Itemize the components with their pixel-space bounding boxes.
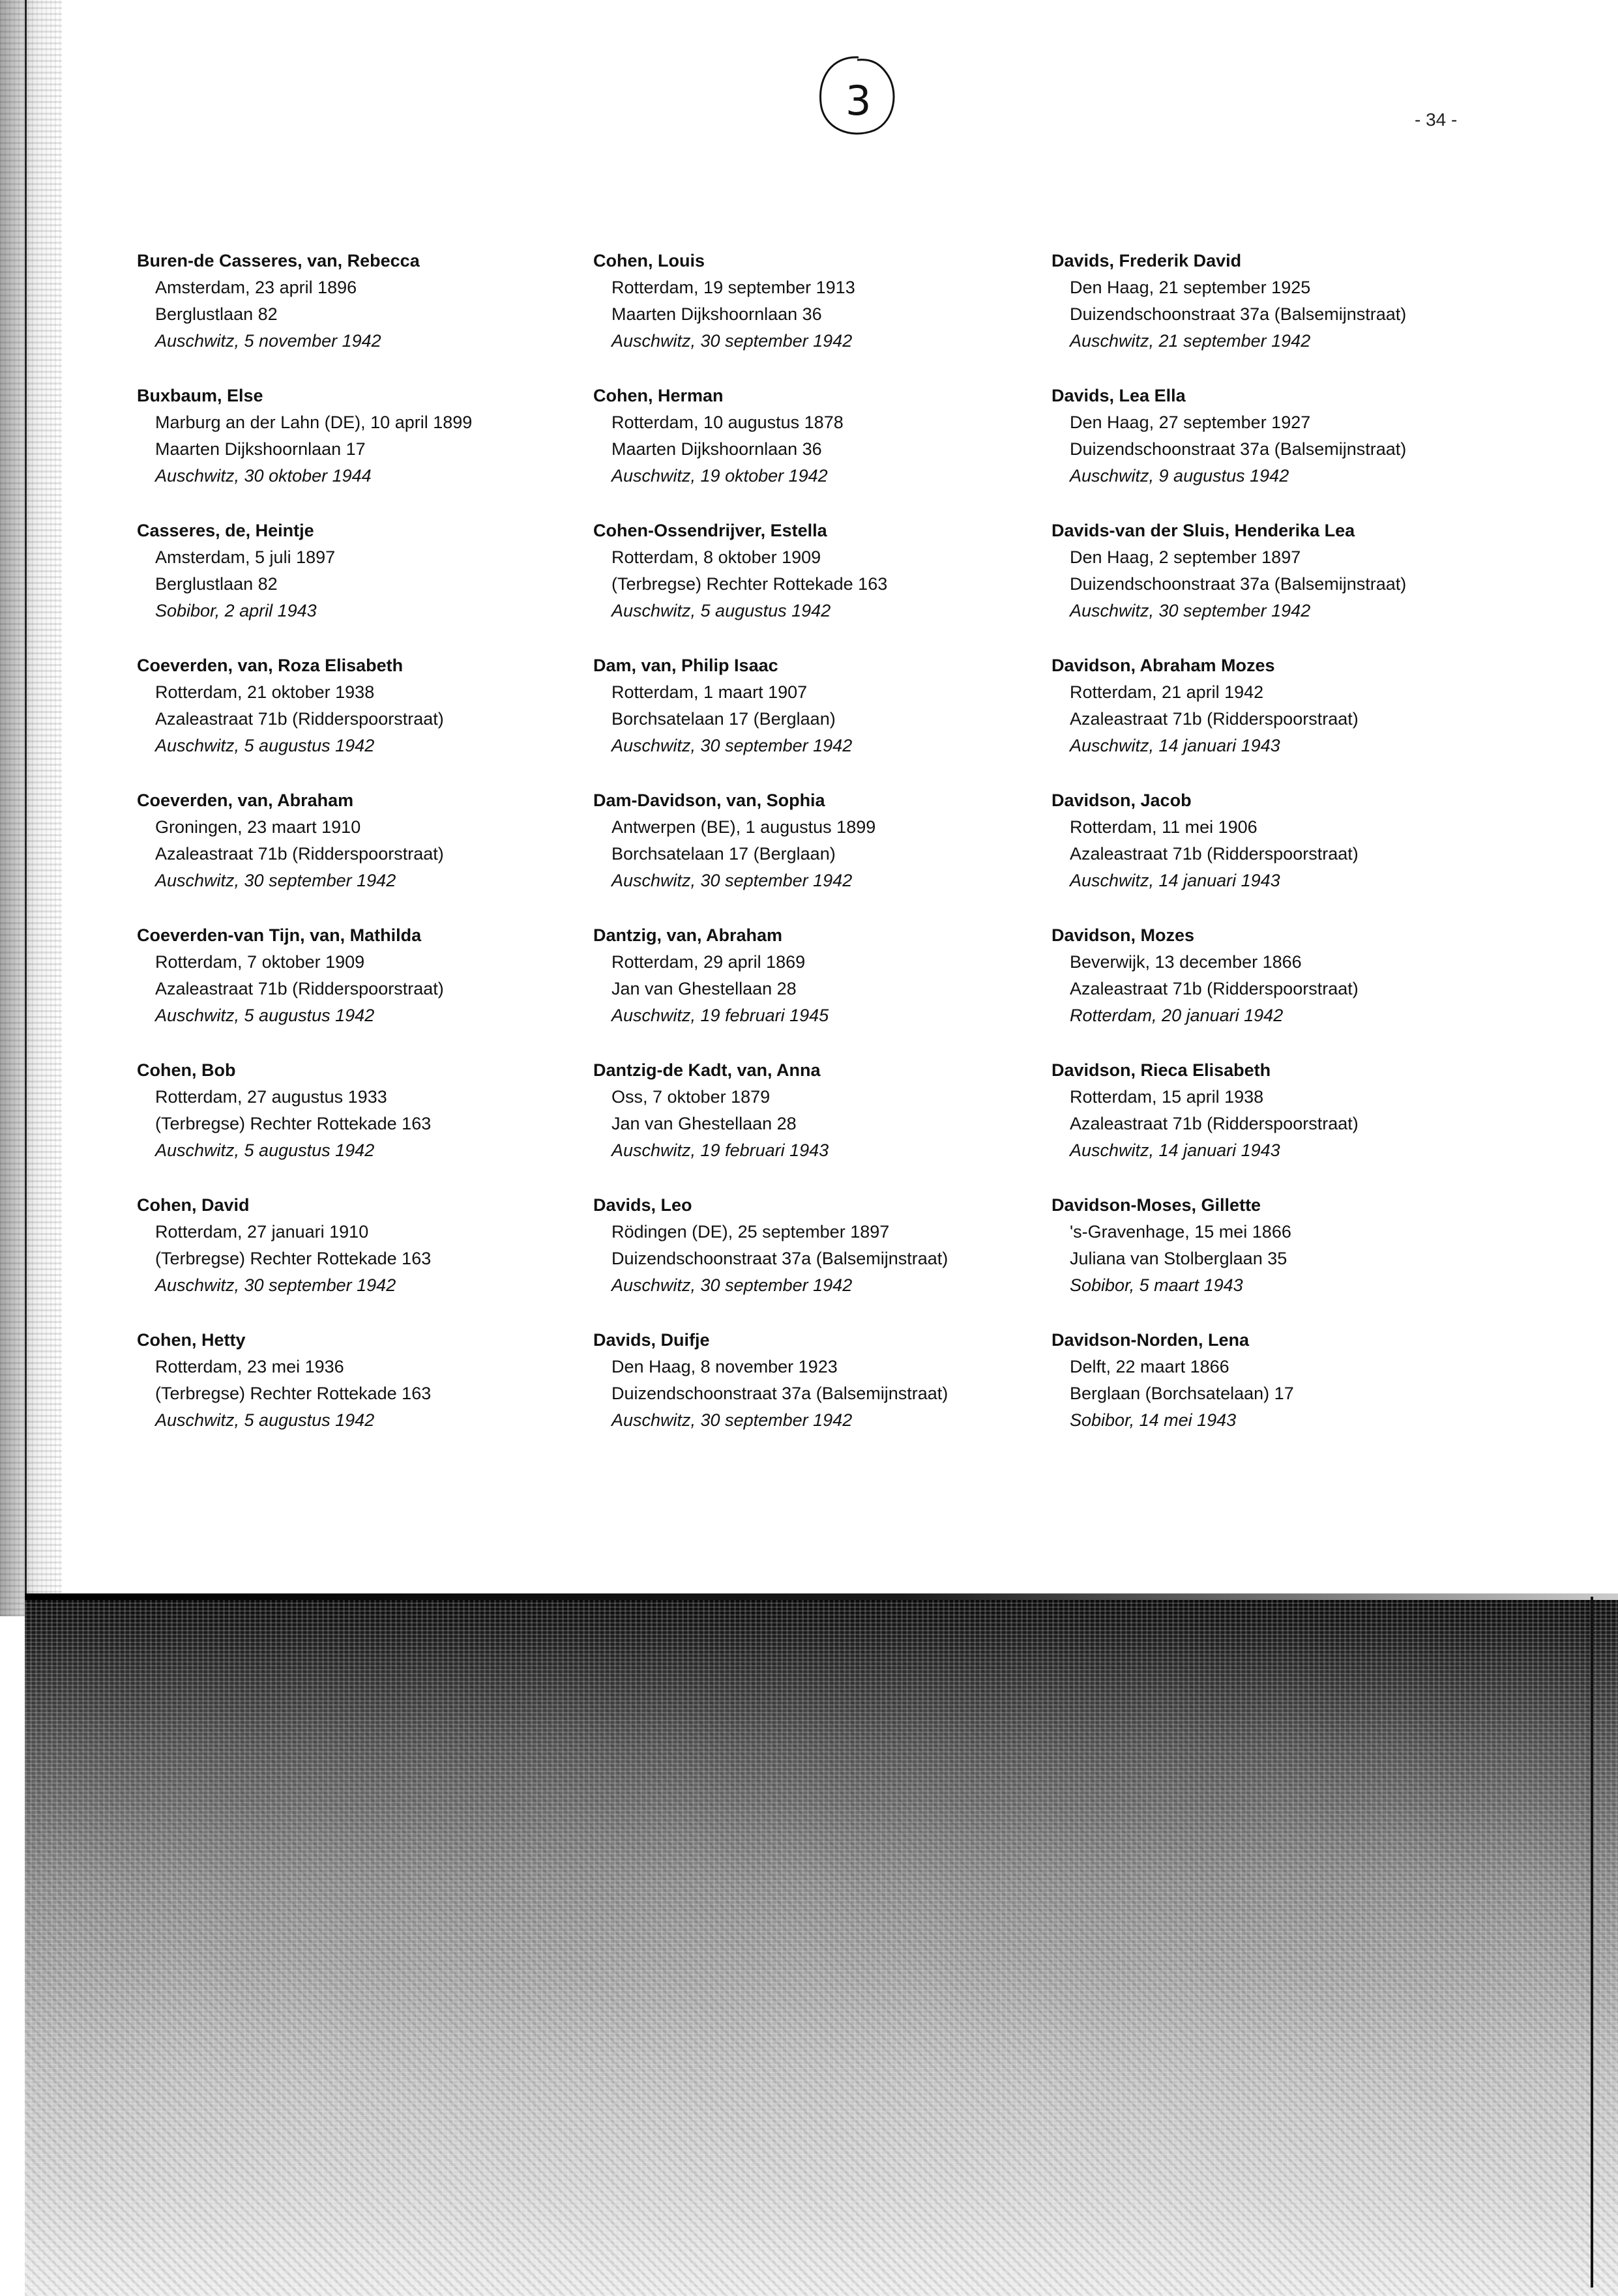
fate-place-date: Auschwitz, 30 september 1942 [611,1410,853,1430]
address: Borchsatelaan 17 (Berglaan) [611,844,836,864]
birth-place-date: Rotterdam, 19 september 1913 [611,278,855,297]
list-item [137,1327,593,1462]
birth-place-date: Rotterdam, 27 augustus 1933 [155,1087,387,1107]
list-item [137,517,593,652]
list-item [593,652,1050,787]
person-name: Cohen, Herman [593,386,724,405]
address: Maarten Dijkshoornlaan 17 [155,439,366,459]
birth-place-date: Delft, 22 maart 1866 [1070,1357,1229,1376]
person-name: Davidson, Abraham Mozes [1052,656,1275,675]
fate-place-date: Auschwitz, 14 januari 1943 [1070,1141,1280,1160]
birth-place-date: Groningen, 23 maart 1910 [155,817,361,837]
person-name: Davids, Lea Ella [1052,386,1186,405]
scan-left-edge-noise [0,0,62,1616]
list-item [1052,383,1508,517]
person-name: Coeverden, van, Abraham [137,791,354,810]
birth-place-date: Rotterdam, 8 oktober 1909 [611,547,821,567]
list-item [137,1192,593,1327]
birth-place-date: Den Haag, 21 september 1925 [1070,278,1311,297]
person-name: Dam, van, Philip Isaac [593,656,778,675]
list-item [1052,1327,1508,1462]
fate-place-date: Auschwitz, 30 september 1942 [155,1275,396,1295]
address: (Terbregse) Rechter Rottekade 163 [155,1249,432,1268]
fate-place-date: Auschwitz, 14 januari 1943 [1070,871,1280,890]
fate-place-date: Sobibor, 5 maart 1943 [1070,1275,1243,1295]
address: Azaleastraat 71b (Ridderspoorstraat) [155,844,444,864]
fate-place-date: Auschwitz, 5 november 1942 [155,331,381,351]
address: (Terbregse) Rechter Rottekade 163 [155,1114,432,1133]
handwritten-number-text: 3 [846,77,872,124]
address: Jan van Ghestellaan 28 [611,979,797,998]
person-name: Davidson-Moses, Gillette [1052,1195,1261,1215]
person-name: Davids, Leo [593,1195,692,1215]
list-item [137,922,593,1057]
address: Azaleastraat 71b (Ridderspoorstraat) [1070,1114,1359,1133]
birth-place-date: Rotterdam, 1 maart 1907 [611,682,808,702]
address: (Terbregse) Rechter Rottekade 163 [155,1384,432,1403]
list-item [1052,652,1508,787]
list-item [1052,787,1508,922]
birth-place-date: Rotterdam, 29 april 1869 [611,952,806,972]
list-item [593,383,1050,517]
fate-place-date: Auschwitz, 5 augustus 1942 [155,1410,375,1430]
person-name: Cohen, Louis [593,251,705,270]
address: Berglustlaan 82 [155,304,278,324]
address: Duizendschoonstraat 37a (Balsemijnstraat) [1070,304,1407,324]
fate-place-date: Auschwitz, 19 februari 1943 [611,1141,829,1160]
fate-place-date: Auschwitz, 30 september 1942 [155,871,396,890]
list-item [1052,248,1508,383]
person-name: Buxbaum, Else [137,386,263,405]
address: Maarten Dijkshoornlaan 36 [611,304,822,324]
address: Berglustlaan 82 [155,574,278,594]
address: Jan van Ghestellaan 28 [611,1114,797,1133]
birth-place-date: Den Haag, 27 september 1927 [1070,413,1311,432]
address: Borchsatelaan 17 (Berglaan) [611,709,836,729]
birth-place-date: Amsterdam, 23 april 1896 [155,278,357,297]
column-3 [1052,248,1508,1462]
handwritten-circled-number [812,52,903,143]
fate-place-date: Auschwitz, 30 oktober 1944 [155,466,372,486]
fate-place-date: Auschwitz, 5 augustus 1942 [155,1141,375,1160]
fate-place-date: Sobibor, 2 april 1943 [155,601,317,620]
fate-place-date: Auschwitz, 30 september 1942 [611,736,853,755]
list-item [593,922,1050,1057]
birth-place-date: Rotterdam, 27 januari 1910 [155,1222,369,1242]
person-name: Dantzig-de Kadt, van, Anna [593,1060,821,1080]
list-item [137,652,593,787]
person-name: Davids, Duifje [593,1330,710,1350]
person-name: Dantzig, van, Abraham [593,925,783,945]
address: Azaleastraat 71b (Ridderspoorstraat) [1070,844,1359,864]
list-item [593,517,1050,652]
fate-place-date: Auschwitz, 5 augustus 1942 [611,601,831,620]
address: Berglaan (Borchsatelaan) 17 [1070,1384,1294,1403]
person-name: Coeverden, van, Roza Elisabeth [137,656,404,675]
person-name: Cohen, Bob [137,1060,236,1080]
person-name: Davidson, Mozes [1052,925,1195,945]
fate-place-date: Auschwitz, 19 oktober 1942 [611,466,828,486]
victims-list [137,248,1558,1473]
birth-place-date: Rotterdam, 7 oktober 1909 [155,952,365,972]
address: Azaleastraat 71b (Ridderspoorstraat) [1070,979,1359,998]
fate-place-date: Auschwitz, 14 januari 1943 [1070,736,1280,755]
birth-place-date: Antwerpen (BE), 1 augustus 1899 [611,817,876,837]
list-item [1052,517,1508,652]
person-name: Davidson, Rieca Elisabeth [1052,1060,1271,1080]
address: Duizendschoonstraat 37a (Balsemijnstraat) [611,1249,949,1268]
address: Azaleastraat 71b (Ridderspoorstraat) [155,979,444,998]
person-name: Dam-Davidson, van, Sophia [593,791,825,810]
fate-place-date: Auschwitz, 30 september 1942 [1070,601,1311,620]
page-number: - 34 - [1415,109,1458,130]
person-name: Davids-van der Sluis, Henderika Lea [1052,521,1355,540]
person-name: Casseres, de, Heintje [137,521,314,540]
fate-place-date: Auschwitz, 21 september 1942 [1070,331,1311,351]
address: Duizendschoonstraat 37a (Balsemijnstraat) [1070,574,1407,594]
person-name: Davids, Frederik David [1052,251,1242,270]
list-item [1052,922,1508,1057]
birth-place-date: Den Haag, 2 september 1897 [1070,547,1301,567]
list-item [137,383,593,517]
birth-place-date: Den Haag, 8 november 1923 [611,1357,838,1376]
scan-noise-area [25,1600,1618,2296]
fate-place-date: Auschwitz, 5 augustus 1942 [155,736,375,755]
birth-place-date: Marburg an der Lahn (DE), 10 april 1899 [155,413,473,432]
person-name: Cohen, David [137,1195,250,1215]
birth-place-date: Rotterdam, 23 mei 1936 [155,1357,344,1376]
fate-place-date: Auschwitz, 30 september 1942 [611,1275,853,1295]
person-name: Davidson, Jacob [1052,791,1192,810]
person-name: Davidson-Norden, Lena [1052,1330,1250,1350]
birth-place-date: Rotterdam, 21 oktober 1938 [155,682,375,702]
address: Duizendschoonstraat 37a (Balsemijnstraat) [1070,439,1407,459]
fate-place-date: Auschwitz, 9 augustus 1942 [1070,466,1289,486]
page-left-border-line [25,0,27,1603]
birth-place-date: 's-Gravenhage, 15 mei 1866 [1070,1222,1291,1242]
fate-place-date: Auschwitz, 5 augustus 1942 [155,1006,375,1025]
fate-place-date: Auschwitz, 19 februari 1945 [611,1006,829,1025]
column-2 [593,248,1050,1462]
list-item [593,787,1050,922]
column-1 [137,248,593,1462]
list-item [593,248,1050,383]
list-item [137,1057,593,1192]
fate-place-date: Auschwitz, 30 september 1942 [611,331,853,351]
address: Maarten Dijkshoornlaan 36 [611,439,822,459]
birth-place-date: Rotterdam, 15 april 1938 [1070,1087,1264,1107]
list-item [137,787,593,922]
address: Juliana van Stolberglaan 35 [1070,1249,1287,1268]
list-item [137,248,593,383]
birth-place-date: Rotterdam, 10 augustus 1878 [611,413,844,432]
fate-place-date: Auschwitz, 30 september 1942 [611,871,853,890]
birth-place-date: Amsterdam, 5 juli 1897 [155,547,336,567]
birth-place-date: Rotterdam, 11 mei 1906 [1070,817,1258,837]
address: Azaleastraat 71b (Ridderspoorstraat) [155,709,444,729]
list-item [1052,1192,1508,1327]
address: (Terbregse) Rechter Rottekade 163 [611,574,888,594]
fate-place-date: Rotterdam, 20 januari 1942 [1070,1006,1284,1025]
person-name: Cohen-Ossendrijver, Estella [593,521,827,540]
list-item [593,1327,1050,1462]
address: Azaleastraat 71b (Ridderspoorstraat) [1070,709,1359,729]
person-name: Coeverden-van Tijn, van, Mathilda [137,925,422,945]
list-item [1052,1057,1508,1192]
birth-place-date: Oss, 7 oktober 1879 [611,1087,771,1107]
list-item [593,1192,1050,1327]
scan-right-edge-line [1591,1597,1593,2288]
address: Duizendschoonstraat 37a (Balsemijnstraat) [611,1384,949,1403]
person-name: Buren-de Casseres, van, Rebecca [137,251,420,270]
birth-place-date: Rödingen (DE), 25 september 1897 [611,1222,890,1242]
fate-place-date: Sobibor, 14 mei 1943 [1070,1410,1237,1430]
birth-place-date: Beverwijk, 13 december 1866 [1070,952,1302,972]
birth-place-date: Rotterdam, 21 april 1942 [1070,682,1264,702]
list-item [593,1057,1050,1192]
person-name: Cohen, Hetty [137,1330,246,1350]
